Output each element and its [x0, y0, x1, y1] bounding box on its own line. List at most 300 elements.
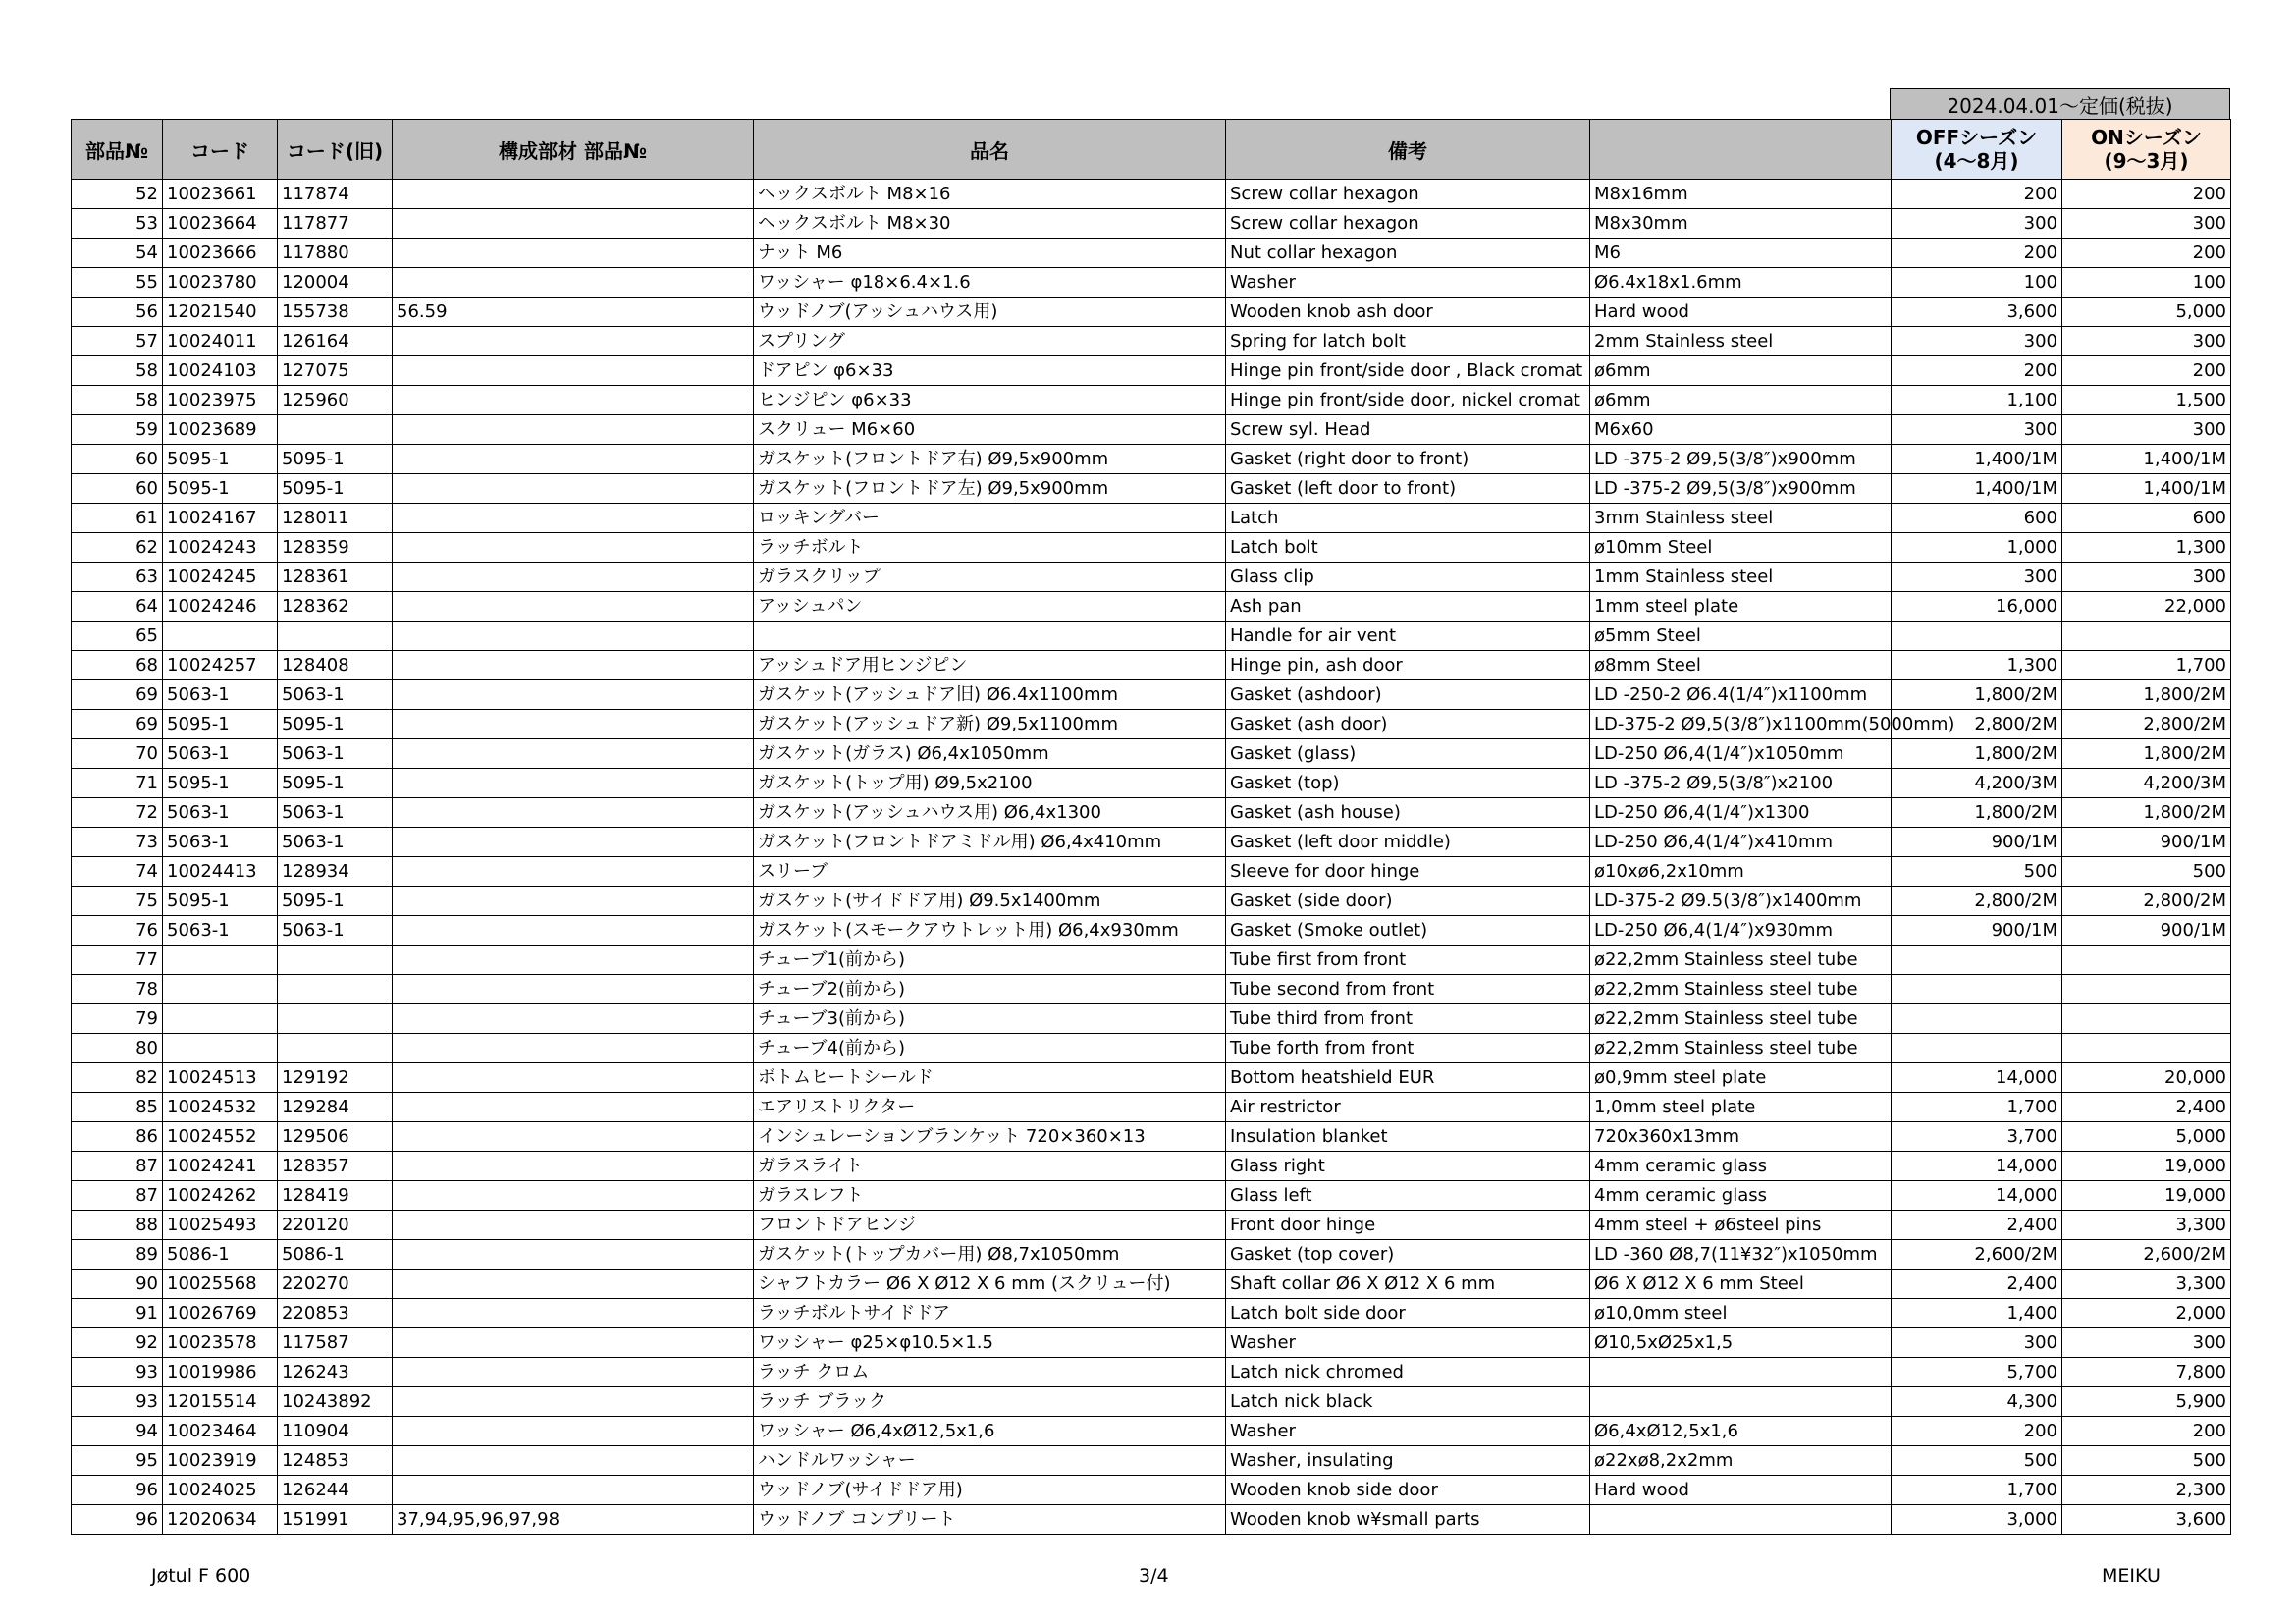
cell-spec: ø10,0mm steel	[1590, 1299, 1892, 1328]
cell-on-season-price	[2062, 975, 2231, 1004]
cell-spec: Ø6 X Ø12 X 6 mm Steel	[1590, 1270, 1892, 1299]
cell-code-old	[278, 946, 393, 975]
cell-code-old: 128361	[278, 563, 393, 592]
footer-model-name: Jøtul F 600	[151, 1565, 251, 1587]
cell-on-season-price: 900/1M	[2062, 828, 2231, 857]
cell-part-no: 52	[72, 180, 163, 209]
cell-code-old: 128011	[278, 504, 393, 533]
cell-on-season-price: 1,400/1M	[2062, 474, 2231, 504]
cell-code-old: 128359	[278, 533, 393, 563]
cell-component	[393, 975, 754, 1004]
cell-component	[393, 887, 754, 916]
table-row	[72, 651, 2231, 680]
cell-remarks: Gasket (glass)	[1226, 739, 1590, 769]
cell-spec: LD-250 Ø6,4(1/4″)x410mm	[1590, 828, 1892, 857]
cell-component	[393, 1270, 754, 1299]
cell-code-old: 10243892	[278, 1387, 393, 1417]
cell-item-name: ガスケット(サイドドア用) Ø9.5x1400mm	[754, 887, 1226, 916]
cell-off-season-price	[1892, 975, 2062, 1004]
table-row	[72, 239, 2231, 268]
cell-remarks: Gasket (ash door)	[1226, 710, 1590, 739]
cell-on-season-price: 2,800/2M	[2062, 887, 2231, 916]
table-row	[72, 1299, 2231, 1328]
cell-code: 10024257	[163, 651, 278, 680]
cell-code-old: 155738	[278, 298, 393, 327]
cell-part-no: 53	[72, 209, 163, 239]
cell-code-old	[278, 415, 393, 445]
cell-code: 10024167	[163, 504, 278, 533]
footer-company: MEIKU	[2102, 1565, 2161, 1587]
cell-off-season-price: 600	[1892, 504, 2062, 533]
cell-code-old: 110904	[278, 1417, 393, 1446]
cell-remarks: Gasket (ashdoor)	[1226, 680, 1590, 710]
cell-spec: M6x60	[1590, 415, 1892, 445]
cell-item-name: ウッドノブ(サイドドア用)	[754, 1476, 1226, 1505]
cell-item-name: ワッシャー φ18×6.4×1.6	[754, 268, 1226, 298]
table-row	[72, 415, 2231, 445]
cell-on-season-price: 1,800/2M	[2062, 739, 2231, 769]
cell-off-season-price: 300	[1892, 327, 2062, 356]
cell-component	[393, 415, 754, 445]
cell-off-season-price: 2,400	[1892, 1211, 2062, 1240]
cell-remarks: Wooden knob side door	[1226, 1476, 1590, 1505]
cell-code: 10024513	[163, 1063, 278, 1093]
cell-remarks: Latch bolt	[1226, 533, 1590, 563]
cell-code: 10023975	[163, 386, 278, 415]
table-row	[72, 504, 2231, 533]
cell-code: 10023666	[163, 239, 278, 268]
cell-code: 5063-1	[163, 916, 278, 946]
cell-item-name: アッシュパン	[754, 592, 1226, 622]
cell-item-name: ロッキングバー	[754, 504, 1226, 533]
cell-remarks: Handle for air vent	[1226, 622, 1590, 651]
cell-code: 10024413	[163, 857, 278, 887]
cell-off-season-price: 2,800/2M	[1892, 710, 2062, 739]
cell-code: 5095-1	[163, 769, 278, 798]
cell-item-name: チューブ2(前から)	[754, 975, 1226, 1004]
cell-component	[393, 563, 754, 592]
cell-spec: ø22,2mm Stainless steel tube	[1590, 946, 1892, 975]
cell-code-old: 117880	[278, 239, 393, 268]
cell-code-old: 117877	[278, 209, 393, 239]
table-row	[72, 1387, 2231, 1417]
cell-part-no: 75	[72, 887, 163, 916]
cell-spec: LD-375-2 Ø9.5(3/8″)x1400mm	[1590, 887, 1892, 916]
table-row	[72, 1505, 2231, 1535]
cell-part-no: 96	[72, 1505, 163, 1535]
cell-component	[393, 739, 754, 769]
cell-part-no: 55	[72, 268, 163, 298]
cell-code-old: 5063-1	[278, 798, 393, 828]
cell-on-season-price: 22,000	[2062, 592, 2231, 622]
table-row	[72, 739, 2231, 769]
cell-code-old: 5086-1	[278, 1240, 393, 1270]
table-row	[72, 563, 2231, 592]
cell-code: 10023464	[163, 1417, 278, 1446]
cell-code: 10023661	[163, 180, 278, 209]
cell-off-season-price: 16,000	[1892, 592, 2062, 622]
cell-on-season-price: 200	[2062, 1417, 2231, 1446]
cell-on-season-price	[2062, 1004, 2231, 1034]
col-header-item-name: 品名	[754, 120, 1226, 180]
cell-spec: M8x30mm	[1590, 209, 1892, 239]
cell-spec: ø0,9mm steel plate	[1590, 1063, 1892, 1093]
table-row	[72, 298, 2231, 327]
cell-off-season-price: 1,100	[1892, 386, 2062, 415]
cell-remarks: Gasket (Smoke outlet)	[1226, 916, 1590, 946]
cell-item-name: ボトムヒートシールド	[754, 1063, 1226, 1093]
cell-item-name: スプリング	[754, 327, 1226, 356]
footer-page-number: 3/4	[1139, 1565, 1169, 1587]
cell-component	[393, 1387, 754, 1417]
cell-off-season-price: 14,000	[1892, 1152, 2062, 1181]
cell-code-old: 129192	[278, 1063, 393, 1093]
table-row	[72, 1093, 2231, 1122]
cell-spec: 2mm Stainless steel	[1590, 327, 1892, 356]
cell-code	[163, 1034, 278, 1063]
cell-spec: LD-250 Ø6,4(1/4″)x1300	[1590, 798, 1892, 828]
cell-part-no: 73	[72, 828, 163, 857]
cell-spec: LD -250-2 Ø6.4(1/4″)x1100mm	[1590, 680, 1892, 710]
cell-component	[393, 1417, 754, 1446]
table-row	[72, 857, 2231, 887]
cell-component	[393, 710, 754, 739]
cell-on-season-price: 300	[2062, 563, 2231, 592]
cell-remarks: Glass right	[1226, 1152, 1590, 1181]
cell-part-no: 89	[72, 1240, 163, 1270]
cell-on-season-price: 19,000	[2062, 1181, 2231, 1211]
table-row	[72, 1446, 2231, 1476]
cell-spec: 720x360x13mm	[1590, 1122, 1892, 1152]
cell-remarks: Wooden knob ash door	[1226, 298, 1590, 327]
cell-item-name: ガスケット(フロントドア右) Ø9,5x900mm	[754, 445, 1226, 474]
cell-spec: LD -375-2 Ø9,5(3/8″)x2100	[1590, 769, 1892, 798]
table-body	[72, 180, 2231, 1535]
cell-part-no: 58	[72, 356, 163, 386]
cell-off-season-price: 1,300	[1892, 651, 2062, 680]
table-row	[72, 710, 2231, 739]
cell-component	[393, 1299, 754, 1328]
cell-part-no: 76	[72, 916, 163, 946]
cell-code-old: 129284	[278, 1093, 393, 1122]
table-row	[72, 946, 2231, 975]
cell-remarks: Gasket (ash house)	[1226, 798, 1590, 828]
table-row	[72, 1152, 2231, 1181]
cell-code-old: 5063-1	[278, 916, 393, 946]
table-row	[72, 1270, 2231, 1299]
cell-on-season-price: 4,200/3M	[2062, 769, 2231, 798]
cell-part-no: 92	[72, 1328, 163, 1358]
cell-off-season-price	[1892, 946, 2062, 975]
cell-remarks: Latch nick black	[1226, 1387, 1590, 1417]
cell-code: 10023664	[163, 209, 278, 239]
cell-remarks: Latch nick chromed	[1226, 1358, 1590, 1387]
cell-off-season-price: 4,300	[1892, 1387, 2062, 1417]
cell-remarks: Gasket (left door middle)	[1226, 828, 1590, 857]
cell-spec: ø22,2mm Stainless steel tube	[1590, 1034, 1892, 1063]
cell-remarks: Nut collar hexagon	[1226, 239, 1590, 268]
cell-code-old: 126243	[278, 1358, 393, 1387]
cell-code	[163, 622, 278, 651]
cell-off-season-price: 900/1M	[1892, 828, 2062, 857]
table-row	[72, 1476, 2231, 1505]
cell-code	[163, 975, 278, 1004]
cell-item-name: ワッシャー Ø6,4xØ12,5x1,6	[754, 1417, 1226, 1446]
cell-part-no: 69	[72, 710, 163, 739]
cell-code: 5095-1	[163, 474, 278, 504]
cell-on-season-price: 300	[2062, 1328, 2231, 1358]
table-row	[72, 356, 2231, 386]
cell-code: 5063-1	[163, 828, 278, 857]
cell-off-season-price: 14,000	[1892, 1063, 2062, 1093]
cell-code-old	[278, 975, 393, 1004]
table-row	[72, 474, 2231, 504]
cell-spec	[1590, 1387, 1892, 1417]
cell-code: 5095-1	[163, 710, 278, 739]
cell-part-no: 65	[72, 622, 163, 651]
cell-component	[393, 268, 754, 298]
cell-spec: Ø10,5xØ25x1,5	[1590, 1328, 1892, 1358]
cell-remarks: Glass left	[1226, 1181, 1590, 1211]
cell-code	[163, 1004, 278, 1034]
cell-on-season-price: 200	[2062, 239, 2231, 268]
table-row	[72, 1240, 2231, 1270]
cell-code: 10024241	[163, 1152, 278, 1181]
cell-component	[393, 474, 754, 504]
cell-part-no: 63	[72, 563, 163, 592]
table-row	[72, 1034, 2231, 1063]
cell-code: 12015514	[163, 1387, 278, 1417]
cell-component	[393, 386, 754, 415]
cell-off-season-price: 1,800/2M	[1892, 739, 2062, 769]
cell-part-no: 85	[72, 1093, 163, 1122]
cell-part-no: 88	[72, 1211, 163, 1240]
cell-item-name: ウッドノブ コンプリート	[754, 1505, 1226, 1535]
cell-off-season-price: 2,600/2M	[1892, 1240, 2062, 1270]
cell-part-no: 68	[72, 651, 163, 680]
cell-code: 5086-1	[163, 1240, 278, 1270]
cell-code: 10023780	[163, 268, 278, 298]
cell-code: 5095-1	[163, 445, 278, 474]
cell-remarks: Hinge pin front/side door , Black cromat	[1226, 356, 1590, 386]
cell-remarks: Bottom heatshield EUR	[1226, 1063, 1590, 1093]
cell-part-no: 56	[72, 298, 163, 327]
cell-part-no: 54	[72, 239, 163, 268]
cell-component	[393, 622, 754, 651]
cell-on-season-price: 2,000	[2062, 1299, 2231, 1328]
cell-off-season-price: 3,700	[1892, 1122, 2062, 1152]
cell-item-name: ガスケット(トップカバー用) Ø8,7x1050mm	[754, 1240, 1226, 1270]
table-row	[72, 1211, 2231, 1240]
table-row	[72, 975, 2231, 1004]
cell-component	[393, 1446, 754, 1476]
cell-part-no: 62	[72, 533, 163, 563]
cell-item-name: チューブ1(前から)	[754, 946, 1226, 975]
cell-component	[393, 1328, 754, 1358]
cell-off-season-price	[1892, 622, 2062, 651]
cell-code-old	[278, 1034, 393, 1063]
cell-code-old	[278, 622, 393, 651]
cell-off-season-price: 4,200/3M	[1892, 769, 2062, 798]
cell-component: 37,94,95,96,97,98	[393, 1505, 754, 1535]
table-row	[72, 1328, 2231, 1358]
cell-remarks: Sleeve for door hinge	[1226, 857, 1590, 887]
cell-remarks: Wooden knob w¥small parts	[1226, 1505, 1590, 1535]
cell-item-name: インシュレーションブランケット 720×360×13	[754, 1122, 1226, 1152]
cell-item-name: ガスケット(スモークアウトレット用) Ø6,4x930mm	[754, 916, 1226, 946]
cell-component	[393, 180, 754, 209]
table-row	[72, 622, 2231, 651]
cell-code-old: 5095-1	[278, 445, 393, 474]
cell-on-season-price: 500	[2062, 1446, 2231, 1476]
cell-on-season-price: 3,300	[2062, 1211, 2231, 1240]
cell-spec: 4mm ceramic glass	[1590, 1181, 1892, 1211]
cell-item-name: ナット M6	[754, 239, 1226, 268]
cell-spec: M8x16mm	[1590, 180, 1892, 209]
cell-on-season-price: 100	[2062, 268, 2231, 298]
cell-spec: ø22,2mm Stainless steel tube	[1590, 975, 1892, 1004]
cell-code: 5095-1	[163, 887, 278, 916]
cell-part-no: 91	[72, 1299, 163, 1328]
col-header-spec	[1590, 120, 1892, 180]
col-header-part-no: 部品№	[72, 120, 163, 180]
cell-item-name: ガラスクリップ	[754, 563, 1226, 592]
cell-on-season-price: 200	[2062, 180, 2231, 209]
cell-item-name: エアリストリクター	[754, 1093, 1226, 1122]
cell-component	[393, 533, 754, 563]
cell-item-name: ドアピン φ6×33	[754, 356, 1226, 386]
cell-remarks: Tube third from front	[1226, 1004, 1590, 1034]
cell-part-no: 87	[72, 1152, 163, 1181]
cell-code-old: 5095-1	[278, 887, 393, 916]
cell-spec: LD-250 Ø6,4(1/4″)x930mm	[1590, 916, 1892, 946]
cell-part-no: 60	[72, 445, 163, 474]
cell-remarks: Front door hinge	[1226, 1211, 1590, 1240]
cell-spec: M6	[1590, 239, 1892, 268]
cell-item-name: チューブ3(前から)	[754, 1004, 1226, 1034]
cell-spec: ø22xø8,2x2mm	[1590, 1446, 1892, 1476]
off-season-label: OFFシーズン	[1915, 126, 2038, 149]
cell-off-season-price: 300	[1892, 209, 2062, 239]
table-row	[72, 1181, 2231, 1211]
cell-spec: LD-250 Ø6,4(1/4″)x1050mm	[1590, 739, 1892, 769]
cell-off-season-price: 200	[1892, 239, 2062, 268]
cell-on-season-price: 5,000	[2062, 1122, 2231, 1152]
cell-code-old: 5095-1	[278, 710, 393, 739]
cell-remarks: Washer	[1226, 1417, 1590, 1446]
cell-on-season-price: 1,400/1M	[2062, 445, 2231, 474]
cell-code-old: 117587	[278, 1328, 393, 1358]
cell-component	[393, 680, 754, 710]
cell-code: 10024011	[163, 327, 278, 356]
cell-off-season-price: 14,000	[1892, 1181, 2062, 1211]
cell-part-no: 95	[72, 1446, 163, 1476]
cell-component	[393, 857, 754, 887]
cell-component	[393, 1211, 754, 1240]
price-period-header: 2024.04.01～定価(税抜)	[1890, 88, 2230, 120]
cell-item-name: スクリュー M6×60	[754, 415, 1226, 445]
cell-item-name: ガスケット(アッシュドア新) Ø9,5x1100mm	[754, 710, 1226, 739]
cell-item-name: ガスケット(アッシュハウス用) Ø6,4x1300	[754, 798, 1226, 828]
cell-part-no: 87	[72, 1181, 163, 1211]
cell-code-old: 5063-1	[278, 828, 393, 857]
cell-remarks: Tube forth from front	[1226, 1034, 1590, 1063]
on-season-label: ONシーズン	[2091, 126, 2202, 149]
cell-off-season-price: 300	[1892, 1328, 2062, 1358]
cell-item-name: ラッチ クロム	[754, 1358, 1226, 1387]
cell-on-season-price: 300	[2062, 415, 2231, 445]
cell-item-name: ラッチ ブラック	[754, 1387, 1226, 1417]
table-row	[72, 798, 2231, 828]
cell-item-name: ガラスライト	[754, 1152, 1226, 1181]
table-row	[72, 180, 2231, 209]
cell-item-name	[754, 622, 1226, 651]
cell-off-season-price: 300	[1892, 415, 2062, 445]
cell-spec: ø5mm Steel	[1590, 622, 1892, 651]
cell-remarks: Glass clip	[1226, 563, 1590, 592]
cell-on-season-price: 600	[2062, 504, 2231, 533]
cell-on-season-price: 3,300	[2062, 1270, 2231, 1299]
cell-off-season-price: 500	[1892, 1446, 2062, 1476]
cell-part-no: 78	[72, 975, 163, 1004]
cell-on-season-price: 20,000	[2062, 1063, 2231, 1093]
cell-item-name: ラッチボルト	[754, 533, 1226, 563]
cell-off-season-price: 200	[1892, 356, 2062, 386]
cell-component	[393, 1476, 754, 1505]
cell-on-season-price: 900/1M	[2062, 916, 2231, 946]
cell-off-season-price: 200	[1892, 1417, 2062, 1446]
cell-spec: ø8mm Steel	[1590, 651, 1892, 680]
cell-code: 12020634	[163, 1505, 278, 1535]
cell-off-season-price: 3,000	[1892, 1505, 2062, 1535]
cell-remarks: Air restrictor	[1226, 1093, 1590, 1122]
cell-off-season-price: 3,600	[1892, 298, 2062, 327]
cell-item-name: チューブ4(前から)	[754, 1034, 1226, 1063]
cell-off-season-price: 1,400/1M	[1892, 445, 2062, 474]
on-season-months: (9～3月)	[2104, 149, 2189, 173]
cell-off-season-price: 5,700	[1892, 1358, 2062, 1387]
cell-spec: LD -375-2 Ø9,5(3/8″)x900mm	[1590, 445, 1892, 474]
cell-component: 56.59	[393, 298, 754, 327]
cell-part-no: 82	[72, 1063, 163, 1093]
cell-spec: Hard wood	[1590, 1476, 1892, 1505]
table-row	[72, 1358, 2231, 1387]
table-row	[72, 1063, 2231, 1093]
cell-part-no: 59	[72, 415, 163, 445]
cell-code: 12021540	[163, 298, 278, 327]
cell-part-no: 80	[72, 1034, 163, 1063]
cell-spec: ø6mm	[1590, 386, 1892, 415]
cell-code-old: 125960	[278, 386, 393, 415]
cell-on-season-price: 19,000	[2062, 1152, 2231, 1181]
cell-on-season-price	[2062, 946, 2231, 975]
cell-part-no: 69	[72, 680, 163, 710]
table-header-row	[72, 120, 2231, 180]
cell-component	[393, 504, 754, 533]
cell-code: 10024243	[163, 533, 278, 563]
cell-component	[393, 1181, 754, 1211]
table-row	[72, 533, 2231, 563]
cell-spec: LD -360 Ø8,7(11¥32″)x1050mm	[1590, 1240, 1892, 1270]
cell-on-season-price: 2,600/2M	[2062, 1240, 2231, 1270]
cell-part-no: 64	[72, 592, 163, 622]
cell-off-season-price: 300	[1892, 563, 2062, 592]
cell-on-season-price: 200	[2062, 356, 2231, 386]
cell-remarks: Gasket (right door to front)	[1226, 445, 1590, 474]
cell-off-season-price: 2,400	[1892, 1270, 2062, 1299]
cell-on-season-price: 1,800/2M	[2062, 798, 2231, 828]
cell-component	[393, 769, 754, 798]
